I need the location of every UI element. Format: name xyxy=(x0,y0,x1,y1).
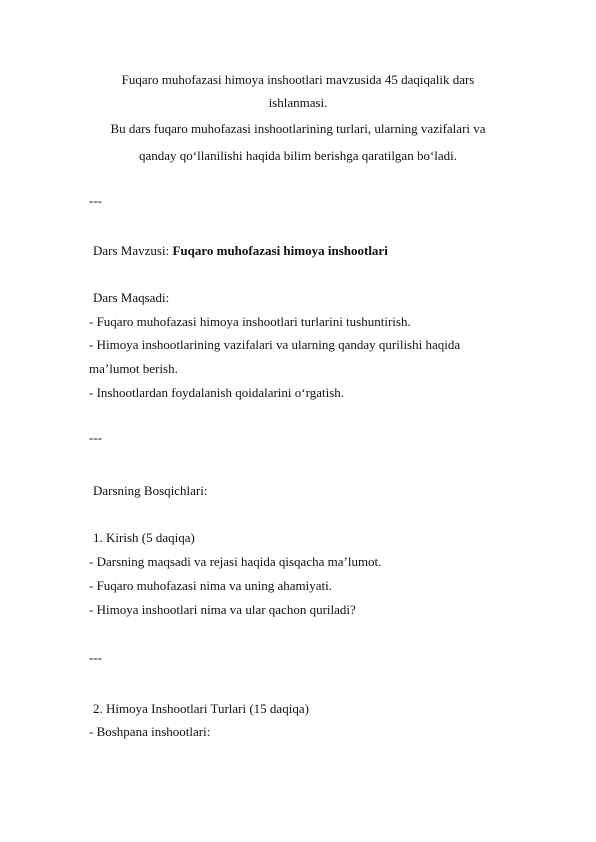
topic-line xyxy=(93,243,388,259)
section-1-item: - Himoya inshootlari nima va ular qachon quriladi? xyxy=(89,602,356,617)
goal-item: - Fuqaro muhofazasi himoya inshootlari turlarini tushuntirish. xyxy=(89,314,411,329)
section-1-item: - Darsning maqsadi va rejasi haqida qisqacha ma’lumot. xyxy=(89,554,382,569)
topic-label: Dars Mavzusi: xyxy=(93,243,173,258)
topic-value: Fuqaro muhofazasi himoya inshootlari xyxy=(172,243,388,258)
section-1-item: - Fuqaro muhofazasi nima va uning ahamiyati. xyxy=(89,578,332,593)
section-1-title: 1. Kirish (5 daqiqa) xyxy=(93,530,195,545)
goals-heading: Dars Maqsadi: xyxy=(93,290,170,305)
goal-item: - Inshootlardan foydalanish qoidalarini o‘rgatish. xyxy=(89,385,345,400)
section-2-item: - Boshpana inshootlari: xyxy=(89,724,211,739)
section-2-title: 2. Himoya Inshootlari Turlari (15 daqiqa) xyxy=(93,701,309,716)
separator: --- xyxy=(89,650,102,665)
separator: --- xyxy=(89,193,102,208)
stages-heading: Darsning Bosqichlari: xyxy=(93,483,208,498)
separator: --- xyxy=(89,430,102,445)
description-line-2: qanday qo‘llanilishi haqida bilim berishga qaratilgan bo‘ladi. xyxy=(138,148,458,163)
description-line-1: Bu dars fuqaro muhofazasi inshootlarining turlari, ularning vazifalari va xyxy=(110,121,486,136)
goal-item-continuation: ma’lumot berish. xyxy=(89,361,178,376)
goal-item: - Himoya inshootlarining vazifalari va ularning qanday qurilishi haqida xyxy=(89,337,461,352)
title-line-2: ishlanmasi. xyxy=(268,95,328,110)
title-line-1: Fuqaro muhofazasi himoya inshootlari mavzusida 45 daqiqalik dars xyxy=(121,72,475,87)
